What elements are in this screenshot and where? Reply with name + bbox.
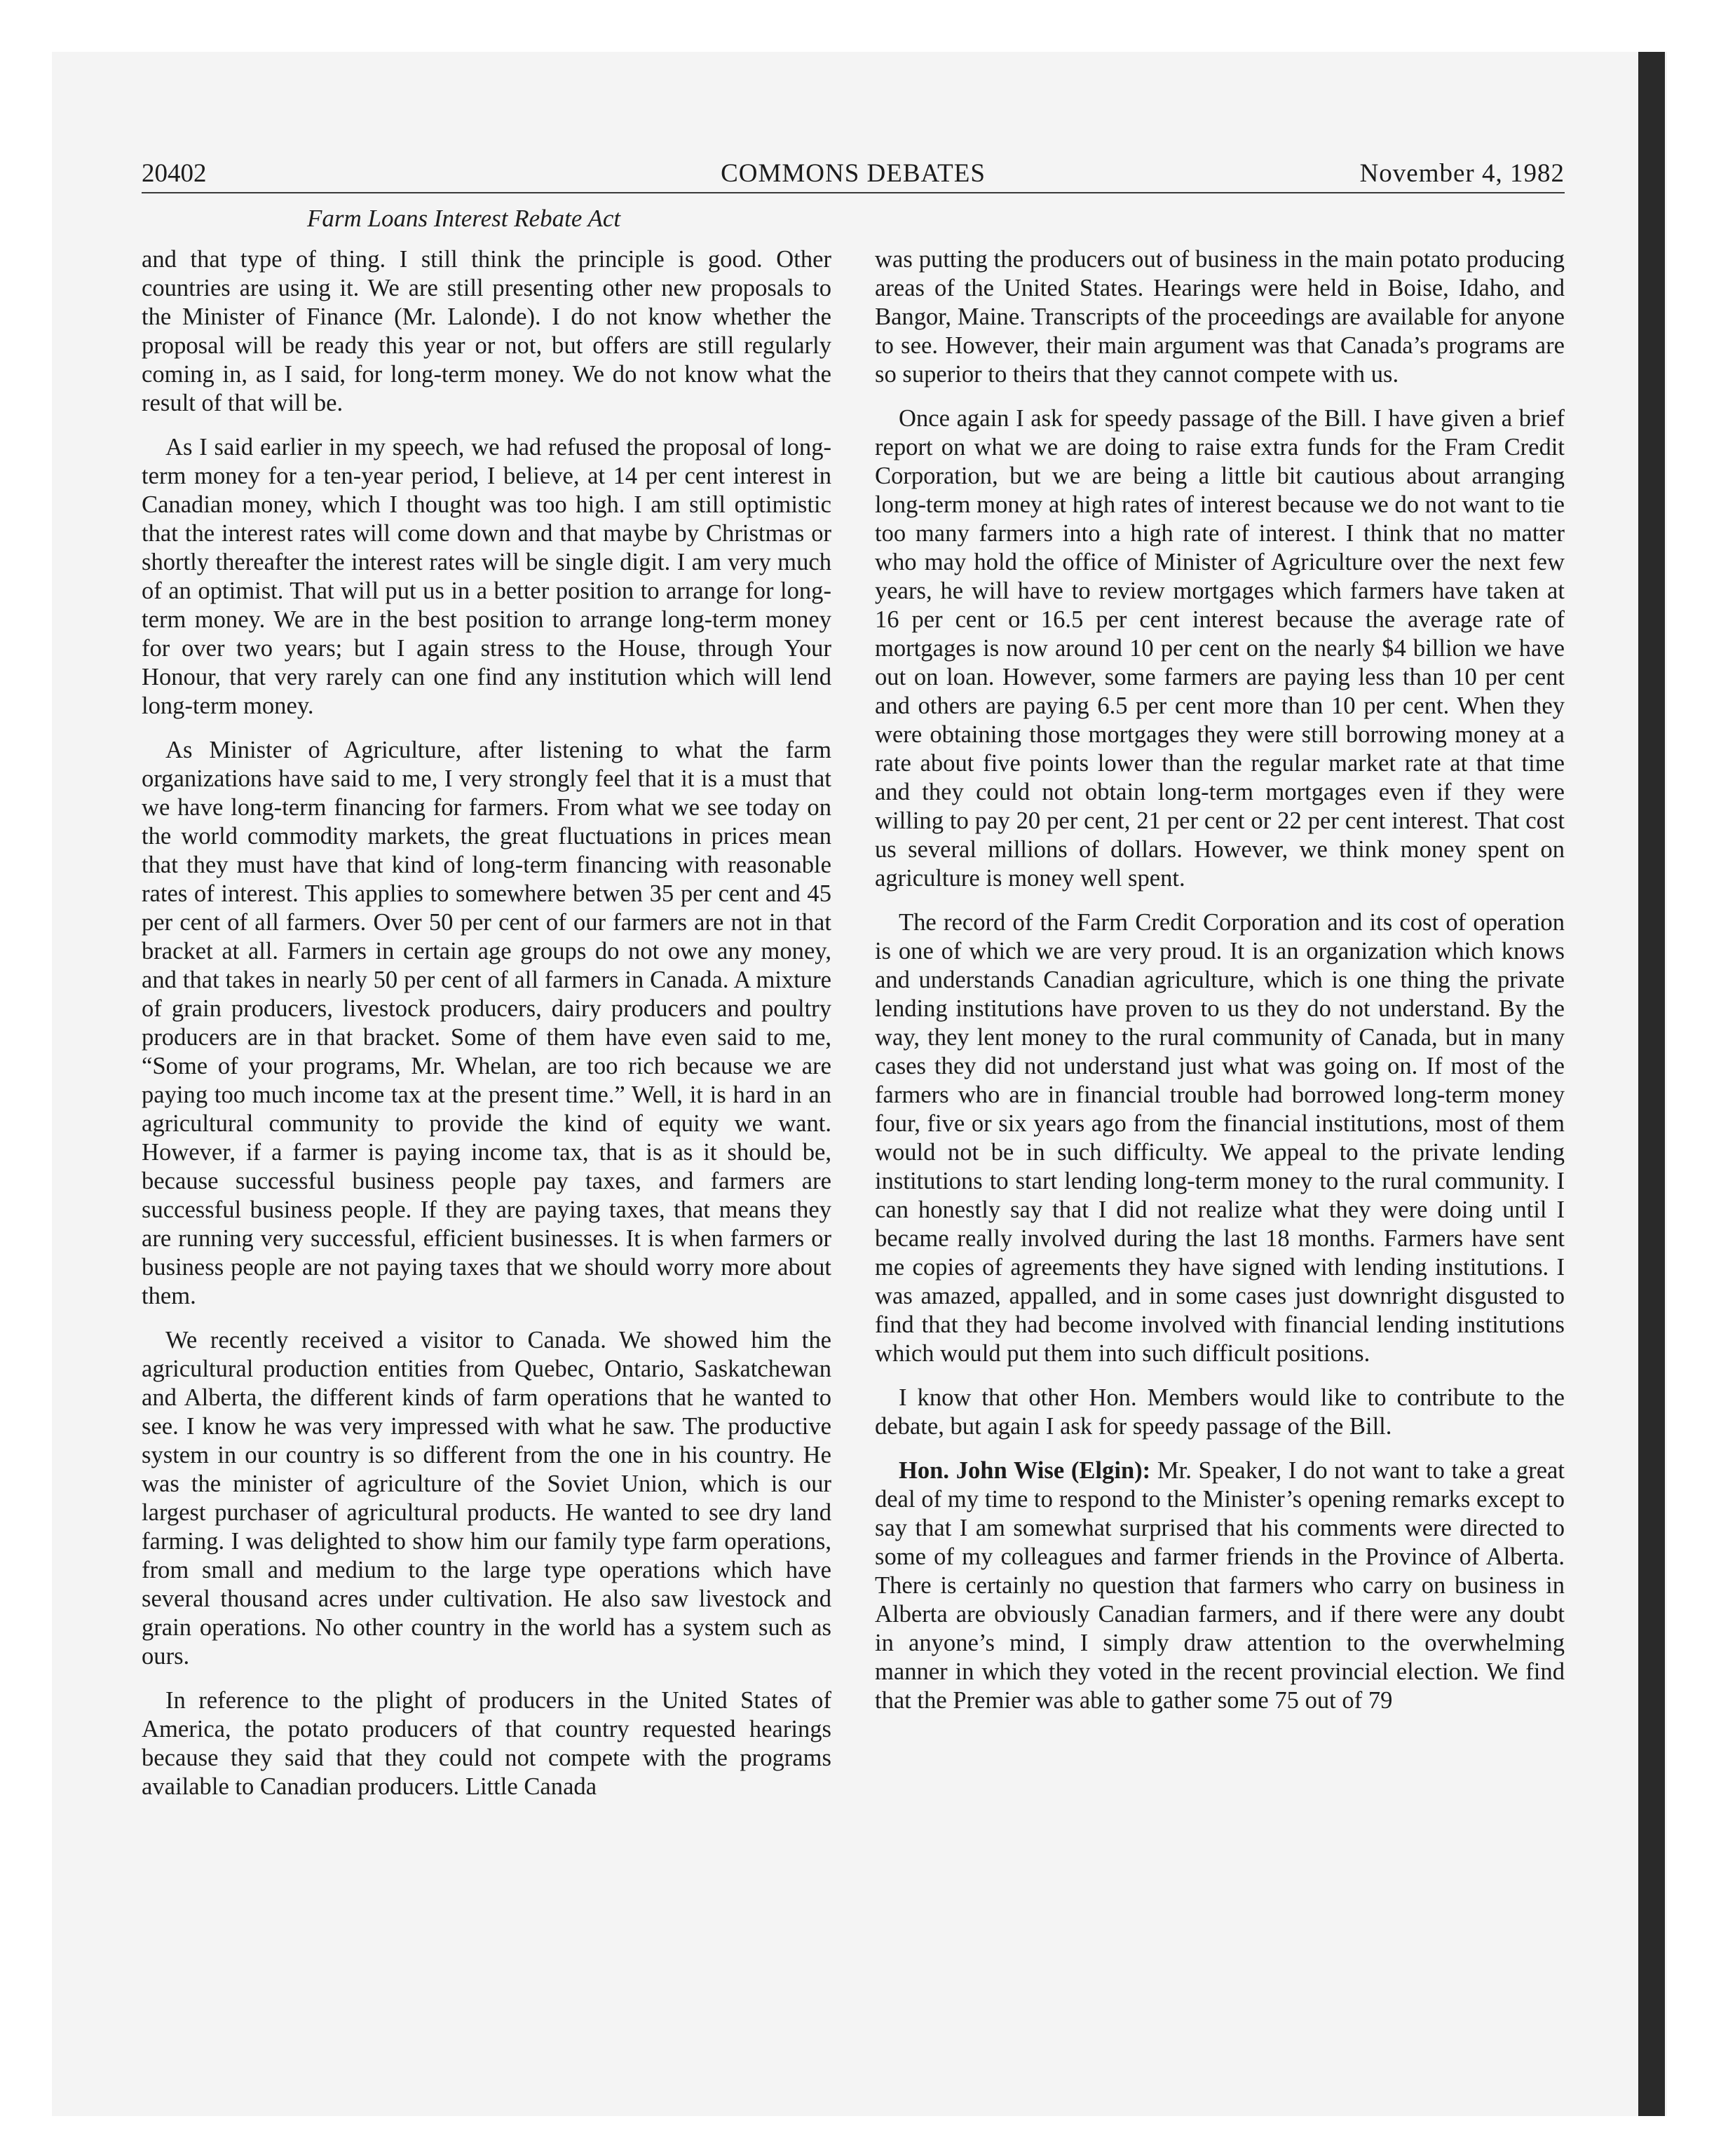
paragraph: I know that other Hon. Members would like to contribute to the debate, but again I ask for speedy passage of the Bill. [875,1384,1565,1440]
paragraph: and that type of thing. I still think the principle is good. Other countries are using it. We are still presenting other new proposals to the Minister of Finance (Mr. Lalonde). I do not know whether the proposal will be ready this year or not, but offers are still regularly coming in, as I said, for long-term money. We do not know what the result of that will be. [142,246,831,416]
paragraph: Once again I ask for speedy passage of the Bill. I have given a brief report on what we are doing to raise extra funds for the Fram Credit Corporation, but we are being a little bit cautious about arranging long-term money at high rates of interest because we do not want to tie too many farmers into a high rate of interest. I think that no matter who may hold the office of Minister of Agriculture over the next few years, he will have to review mortgages which farmers have taken at 16 per cent or 16.5 per cent interest because the average rate of mortgages is now around 10 per cent on the nearly $4 billion we have out on loan. However, some farmers are paying less than 10 per cent and others are paying 6.5 per cent more than 10 per cent. When they were obtaining those mortgages they were still borrowing money at a rate about five points lower than the regular market rate at that time and they could not obtain long-term mortgages even if they were willing to pay 20 per cent, 21 per cent or 22 per cent interest. That cost us several millions of dollars. However, we think money spent on agriculture is money well spent. [875,405,1565,892]
paragraph: was putting the producers out of business in the main potato producing areas of the United States. Hearings were held in Boise, Idaho, and Bangor, Maine. Transcripts of the proceedings are available for anyone to see. However, their main argument was that Canada’s programs are so superior to theirs that they cannot compete with us. [875,246,1565,388]
paragraph: As I said earlier in my speech, we had refused the proposal of long-term money for a ten-year period, I believe, at 14 per cent interest in Canadian money, which I thought was too high. I am still optimistic that the interest rates will come down and that maybe by Christmas or shortly thereafter the interest rates will be single digit. I am very much of an optimist. That will put us in a better position to arrange for long-term money. We are in the best position to arrange long-term money for over two years; but I again stress to the House, through Your Honour, that very rarely can one find any institution which will lend long-term money. [142,434,831,719]
speech-paragraph [875,1456,1565,1715]
running-title: Farm Loans Interest Rebate Act [307,205,621,232]
left-column [142,245,831,1801]
page-number: 20402 [142,159,207,188]
header-date: November 4, 1982 [1359,159,1565,188]
publication-title: COMMONS DEBATES [721,159,986,188]
paragraph: We recently received a visitor to Canada. We showed him the agricultural production entities from Quebec, Ontario, Saskatchewan and Alberta, the different kinds of farm operations that he wanted to see. I know he was very impressed with what he saw. The productive system in our country is so different from the one in his country. He was the minister of agriculture of the Soviet Union, which is our largest purchaser of agricultural products. He wanted to see dry land farming. I was delighted to show him our family type farm operations, from small and medium to the large type operations which have several thousand acres under cultivation. He also saw livestock and grain operations. No other country in the world has a system such as ours. [142,1327,831,1670]
paragraph: In reference to the plight of producers in the United States of America, the potato producers of that country requested hearings because they said that they could not compete with the programs available to Canadian producers. Little Canada [142,1687,831,1800]
paragraph: As Minister of Agriculture, after listening to what the farm organizations have said to me, I very strongly feel that it is a must that we have long-term financing for farmers. From what we see today on the world commodity markets, the great fluctuations in prices mean that they must have that kind of long-term financing with reasonable rates of interest. This applies to somewhere betwen 35 per cent and 45 per cent of all farmers. Over 50 per cent of our farmers are not in that bracket at all. Farmers in certain age groups do not owe any money, and that takes in nearly 50 per cent of all farmers in Canada. A mixture of grain producers, livestock producers, dairy producers and poultry producers are in that bracket. Some of them have even said to me, “Some of your programs, Mr. Whelan, are too rich because we are paying too much income tax at the present time.” Well, it is hard in an agricultural community to provide the kind of equity we want. However, if a farmer is paying income tax, that is as it should be, because successful business people pay taxes, and farmers are successful business people. If they are paying taxes, that means they are running very successful, efficient businesses. It is when farmers or business people are not paying taxes that we should worry more about them. [142,737,831,1309]
speech-text: Mr. Speaker, I do not want to take a great deal of my time to respond to the Minister’s opening remarks except to say that I am somewhat surprised that his comments were directed to some of my colleagues and farmer friends in the Province of Alberta. There is certainly no question that farmers who carry on business in Alberta are obviously Canadian farmers, and if there were any doubt in anyone’s mind, I simply draw attention to the overwhelming manner in which they voted in the recent provincial election. We find that the Premier was able to gather some 75 out of 79 [875,1457,1565,1714]
paragraph: The record of the Farm Credit Corporation and its cost of operation is one of which we are very proud. It is an organization which knows and understands Canadian agriculture, which is one thing the private lending institutions have proven to us they do not understand. By the way, they lent money to the rural community of Canada, but in many cases they did not understand just what was going on. If most of the farmers who are in financial trouble had borrowed long-term money four, five or six years ago from the financial institutions, most of them would not be in such difficulty. We appeal to the private lending institutions to start lending long-term money to the rural community. I can honestly say that I did not realize what they were doing until I became really involved during the last 18 months. Farmers have sent me copies of agreements they have signed with lending institutions. I was amazed, appalled, and in some cases just downright disgusted to find that they had become involved with financial lending institutions which would put them into such difficult positions. [875,909,1565,1367]
right-column [875,245,1565,1715]
binding-edge [1638,52,1665,2116]
page-header [142,156,1565,193]
speaker-name: Hon. John Wise (Elgin): [899,1457,1151,1484]
